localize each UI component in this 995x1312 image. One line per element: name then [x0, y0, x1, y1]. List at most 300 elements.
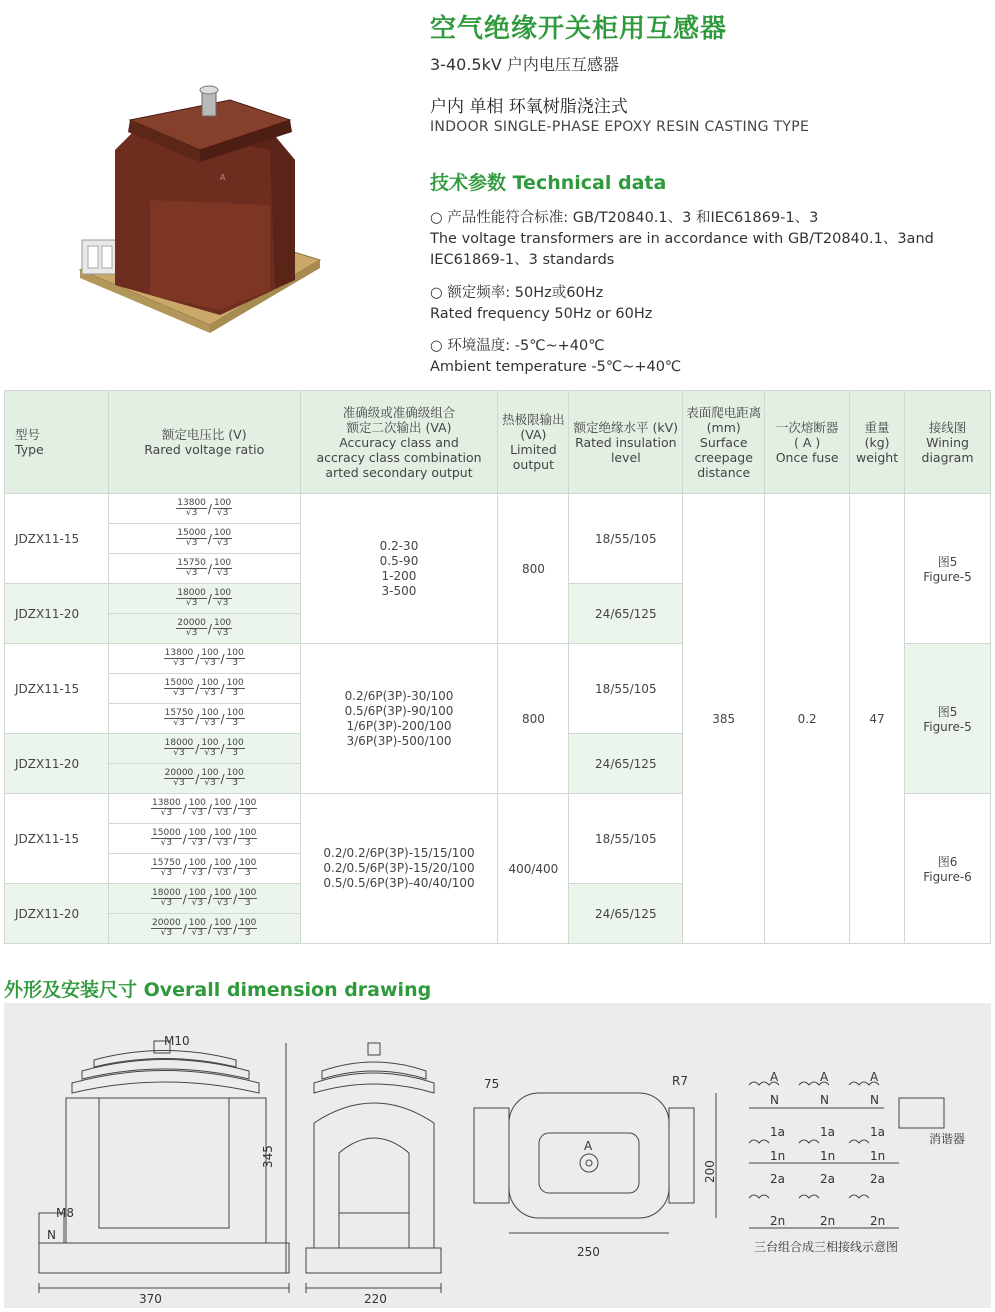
- wiring-1n-2: 1n: [820, 1149, 836, 1163]
- fraction-slash: /: [195, 771, 200, 786]
- type-cell: JDZX11-20: [5, 584, 109, 644]
- fraction-denominator: √3: [204, 688, 216, 698]
- fraction-denominator: √3: [216, 898, 229, 908]
- fraction-numerator: 100: [239, 858, 257, 868]
- fraction-denominator: 3: [244, 928, 251, 938]
- fraction-slash: /: [195, 681, 200, 696]
- fraction-numerator: 100: [188, 828, 206, 838]
- wiring-2a-1: 2a: [770, 1172, 785, 1186]
- fraction-denominator: 3: [244, 868, 251, 878]
- wiring-caption: 三台组合成三相接线示意图: [754, 1240, 899, 1254]
- fraction-denominator: √3: [160, 808, 173, 818]
- type-cell: JDZX11-20: [5, 884, 109, 944]
- fraction-denominator: √3: [204, 658, 216, 668]
- spec-frequency-en: Rated frequency 50Hz or 60Hz: [430, 306, 653, 322]
- header-line: 一次熔断器: [775, 419, 839, 435]
- ratio-fraction: [226, 649, 245, 668]
- fraction-denominator: √3: [173, 778, 185, 788]
- ratio-fraction: [213, 559, 232, 578]
- spec-temperature: [430, 336, 681, 378]
- fraction-numerator: 100: [201, 738, 219, 748]
- fraction-numerator: 13800: [177, 498, 206, 508]
- fraction-denominator: √3: [185, 568, 198, 578]
- ratio-fraction: [151, 829, 182, 848]
- fraction-numerator: 100: [213, 558, 232, 568]
- wiring-n-2: N: [820, 1093, 829, 1107]
- wiring-1a-1: 1a: [770, 1125, 785, 1139]
- ratio-cell: [108, 494, 300, 524]
- header-insulation: [569, 391, 683, 494]
- fraction-numerator: 100: [226, 648, 244, 658]
- fraction-denominator: √3: [204, 748, 216, 758]
- fraction-slash: /: [207, 621, 212, 636]
- table-header-row: [5, 391, 991, 494]
- ratio-cell: [108, 554, 300, 584]
- type-cn: 户内 单相 环氧树脂浇注式: [430, 97, 628, 117]
- ratio-fraction: [200, 649, 219, 668]
- header-line: level: [610, 449, 641, 465]
- fraction-numerator: 100: [188, 888, 206, 898]
- insulation-cell: 18/55/105: [569, 644, 683, 734]
- spec-temperature-cn: ○ 环境温度: -5℃~+40℃: [430, 338, 605, 354]
- spec-standard: [430, 208, 934, 271]
- spec-standard-en2: IEC61869-1、3 standards: [430, 252, 615, 268]
- ratio-fraction: [238, 799, 257, 818]
- ratio-cell: [108, 764, 300, 794]
- spec-standard-en: The voltage transformers are in accordance with GB/T20840.1、3and: [430, 231, 934, 247]
- label-n-front: N: [47, 1228, 56, 1242]
- spec-standard-cn: ○ 产品性能符合标准: GB/T20840.1、3 和IEC61869-1、3: [430, 210, 819, 226]
- insulation-cell: 18/55/105: [569, 794, 683, 884]
- fraction-denominator: √3: [216, 838, 229, 848]
- accuracy-cell: [300, 494, 498, 644]
- fraction-denominator: √3: [191, 928, 204, 938]
- wiring-2n-1: 2n: [770, 1214, 786, 1228]
- fraction-numerator: 20000: [152, 918, 181, 928]
- fraction-numerator: 15750: [152, 858, 181, 868]
- header-fuse: [765, 391, 850, 494]
- ratio-fraction: [176, 619, 207, 638]
- ratio-cell: [108, 794, 300, 824]
- ratio-fraction: [213, 889, 232, 908]
- header-weight: [850, 391, 905, 494]
- fraction-numerator: 100: [213, 498, 232, 508]
- fraction-numerator: 15750: [164, 708, 194, 718]
- wiring-cn: 图6: [937, 855, 958, 869]
- fraction-slash: /: [207, 561, 212, 576]
- table-row: [5, 494, 991, 524]
- limited-cell: 400/400: [498, 794, 569, 944]
- label-r7: R7: [672, 1074, 688, 1088]
- accuracy-line: 3/6P(3P)-500/100: [346, 733, 452, 748]
- fraction-denominator: √3: [191, 838, 204, 848]
- front-view: [39, 1041, 289, 1293]
- accuracy-cell: [300, 794, 498, 944]
- fraction-denominator: √3: [216, 538, 229, 548]
- header-type: [5, 391, 109, 494]
- ratio-fraction: [213, 499, 232, 518]
- fraction-slash: /: [233, 891, 238, 906]
- fraction-denominator: √3: [173, 718, 185, 728]
- svg-text:A: A: [220, 173, 226, 182]
- fraction-denominator: 3: [244, 838, 251, 848]
- header-line: diagram: [921, 449, 974, 465]
- accuracy-line: 1-200: [381, 568, 417, 583]
- type-cell: JDZX11-15: [5, 494, 109, 584]
- fraction-denominator: 3: [232, 718, 239, 728]
- ratio-fraction: [164, 769, 195, 788]
- header-line: Limited: [510, 442, 557, 457]
- ratio-fraction: [200, 769, 219, 788]
- type-cell: JDZX11-15: [5, 794, 109, 884]
- fraction-numerator: 100: [201, 678, 219, 688]
- fraction-numerator: 100: [213, 918, 232, 928]
- fraction-numerator: 18000: [164, 738, 194, 748]
- wiring-cell: [905, 644, 991, 794]
- fraction-slash: /: [195, 711, 200, 726]
- insulation-cell: 24/65/125: [569, 584, 683, 644]
- fraction-numerator: 100: [188, 798, 206, 808]
- ratio-fraction: [176, 589, 207, 608]
- header-line: 重量: [864, 419, 890, 435]
- weight-cell: 47: [850, 494, 905, 944]
- ratio-cell: [108, 824, 300, 854]
- ratio-fraction: [213, 859, 232, 878]
- ratio-cell: [108, 524, 300, 554]
- accuracy-line: 0.2/6P(3P)-30/100: [344, 688, 454, 703]
- spec-table: [4, 390, 991, 944]
- fraction-denominator: 3: [244, 898, 251, 908]
- ratio-cell: [108, 584, 300, 614]
- type-cell: JDZX11-20: [5, 734, 109, 794]
- fraction-denominator: √3: [160, 868, 173, 878]
- ratio-fraction: [151, 919, 182, 938]
- fraction-denominator: √3: [216, 598, 229, 608]
- header-line: ( A ): [793, 434, 821, 450]
- fraction-slash: /: [207, 891, 212, 906]
- accuracy-cell: [300, 644, 498, 794]
- fraction-denominator: 3: [244, 808, 251, 818]
- fraction-numerator: 100: [201, 768, 219, 778]
- header-line: Wining: [926, 434, 969, 450]
- fraction-slash: /: [220, 711, 225, 726]
- creepage-cell: 385: [683, 494, 765, 944]
- fraction-denominator: 3: [232, 658, 239, 668]
- header-line: 额定电压比 (V): [161, 427, 247, 442]
- ratio-fraction: [238, 889, 257, 908]
- fraction-numerator: 100: [226, 768, 244, 778]
- ratio-cell: [108, 644, 300, 674]
- fraction-slash: /: [207, 921, 212, 936]
- ratio-fraction: [238, 829, 257, 848]
- fraction-denominator: √3: [191, 808, 204, 818]
- fraction-slash: /: [220, 771, 225, 786]
- ratio-cell: [108, 614, 300, 644]
- ratio-fraction: [226, 709, 245, 728]
- fraction-denominator: √3: [191, 868, 204, 878]
- label-75: 75: [484, 1077, 500, 1091]
- header-line: 额定二次输出 (VA): [346, 419, 452, 435]
- header-line: output: [512, 457, 555, 472]
- ratio-cell: [108, 734, 300, 764]
- fraction-numerator: 100: [201, 648, 219, 658]
- spec-frequency-cn: ○ 额定频率: 50Hz或60Hz: [430, 285, 604, 301]
- ratio-fraction: [200, 709, 219, 728]
- fraction-numerator: 100: [239, 888, 257, 898]
- fraction-denominator: √3: [216, 928, 229, 938]
- label-a: A: [584, 1139, 593, 1153]
- product-photo: [70, 80, 330, 340]
- accuracy-line: 0.2/0.2/6P(3P)-15/15/100: [323, 846, 475, 860]
- header-line: Type: [15, 442, 44, 457]
- type-cell: JDZX11-15: [5, 644, 109, 734]
- fraction-slash: /: [220, 681, 225, 696]
- fraction-slash: /: [220, 651, 225, 666]
- header-line: arted secondary output: [325, 464, 473, 480]
- fraction-slash: /: [182, 861, 187, 876]
- wiring-cn: 图5: [937, 555, 958, 569]
- insulation-cell: 24/65/125: [569, 734, 683, 794]
- label-250: 250: [577, 1245, 600, 1259]
- fraction-denominator: √3: [216, 508, 229, 518]
- label-370: 370: [139, 1292, 162, 1306]
- header-line: 准确级或准确级组合: [342, 404, 456, 420]
- ratio-fraction: [176, 559, 207, 578]
- ratio-fraction: [238, 859, 257, 878]
- fraction-numerator: 100: [213, 828, 232, 838]
- fraction-numerator: 100: [213, 798, 232, 808]
- fraction-denominator: 3: [232, 778, 239, 788]
- fraction-numerator: 100: [213, 858, 232, 868]
- ratio-fraction: [226, 739, 245, 758]
- header-line: Rated insulation: [575, 434, 677, 450]
- fraction-denominator: √3: [216, 868, 229, 878]
- ratio-fraction: [188, 829, 207, 848]
- accuracy-line: 0.2/0.5/6P(3P)-15/20/100: [323, 861, 475, 875]
- fraction-slash: /: [182, 891, 187, 906]
- ratio-fraction: [151, 799, 182, 818]
- limited-cell: 800: [498, 644, 569, 794]
- header-line: 热极限输出: [502, 412, 565, 427]
- header-line: (VA): [520, 427, 547, 442]
- type-en: INDOOR SINGLE-PHASE EPOXY RESIN CASTING TYPE: [430, 119, 810, 135]
- fraction-numerator: 20000: [164, 768, 194, 778]
- fraction-numerator: 100: [213, 888, 232, 898]
- wiring-damper: 消谐器: [929, 1132, 966, 1146]
- fraction-denominator: √3: [204, 718, 216, 728]
- dimension-drawing: [4, 1003, 991, 1308]
- header-line: Once fuse: [775, 449, 839, 465]
- fraction-slash: /: [182, 921, 187, 936]
- accuracy-line: 0.5/6P(3P)-90/100: [344, 703, 454, 718]
- fraction-numerator: 100: [226, 678, 244, 688]
- ratio-fraction: [176, 529, 207, 548]
- ratio-cell: [108, 884, 300, 914]
- accuracy-line: 1/6P(3P)-200/100: [346, 718, 452, 733]
- ratio-fraction: [213, 529, 232, 548]
- ratio-fraction: [226, 679, 245, 698]
- fraction-numerator: 100: [213, 618, 232, 628]
- wiring-n-3: N: [870, 1093, 879, 1107]
- fraction-denominator: √3: [204, 778, 216, 788]
- wiring-cn: 图5: [937, 705, 958, 719]
- fraction-slash: /: [195, 651, 200, 666]
- fraction-numerator: 100: [226, 708, 244, 718]
- fraction-numerator: 100: [239, 828, 257, 838]
- ratio-fraction: [164, 649, 195, 668]
- wiring-1a-3: 1a: [870, 1125, 885, 1139]
- tech-heading: 技术参数 Technical data: [430, 172, 667, 194]
- fraction-denominator: 3: [232, 688, 239, 698]
- header-line: 表面爬电距离: [686, 404, 762, 420]
- ratio-fraction: [213, 919, 232, 938]
- header-line: Surface: [699, 434, 748, 450]
- ratio-fraction: [188, 799, 207, 818]
- fraction-numerator: 13800: [164, 648, 194, 658]
- ratio-fraction: [151, 859, 182, 878]
- fraction-denominator: √3: [185, 538, 198, 548]
- fraction-denominator: √3: [191, 898, 204, 908]
- ratio-fraction: [213, 619, 232, 638]
- label-220: 220: [364, 1292, 387, 1306]
- wiring-en: Figure-6: [923, 870, 972, 884]
- ratio-cell: [108, 914, 300, 944]
- wiring-1n-3: 1n: [870, 1149, 886, 1163]
- wiring-a-2: A: [820, 1070, 829, 1084]
- ratio-fraction: [151, 889, 182, 908]
- fraction-numerator: 20000: [177, 618, 206, 628]
- wiring-2n-2: 2n: [820, 1214, 836, 1228]
- page-subtitle: 3-40.5kV 户内电压互感器: [430, 55, 619, 74]
- fraction-slash: /: [207, 831, 212, 846]
- fraction-slash: /: [207, 591, 212, 606]
- fraction-denominator: √3: [185, 598, 198, 608]
- wiring-2a-3: 2a: [870, 1172, 885, 1186]
- wiring-a-1: A: [770, 1070, 779, 1084]
- fraction-numerator: 100: [226, 738, 244, 748]
- fraction-numerator: 100: [239, 798, 257, 808]
- fraction-denominator: √3: [160, 928, 173, 938]
- fraction-numerator: 13800: [152, 798, 181, 808]
- wiring-cell: [905, 794, 991, 944]
- ratio-fraction: [188, 919, 207, 938]
- wiring-2n-3: 2n: [870, 1214, 886, 1228]
- ratio-fraction: [164, 739, 195, 758]
- fraction-slash: /: [207, 861, 212, 876]
- page-title: 空气绝缘开关柜用互感器: [430, 14, 728, 44]
- header-line: weight: [855, 449, 899, 465]
- wiring-a-3: A: [870, 1070, 879, 1084]
- fraction-slash: /: [233, 921, 238, 936]
- fraction-denominator: √3: [216, 568, 229, 578]
- ratio-fraction: [176, 499, 207, 518]
- fraction-slash: /: [207, 501, 212, 516]
- fraction-numerator: 100: [213, 588, 232, 598]
- label-m10: M10: [164, 1034, 190, 1048]
- header-limited: [498, 391, 569, 494]
- header-line: (kg): [864, 434, 890, 450]
- header-line: 额定绝缘水平 (kV): [573, 419, 679, 435]
- fraction-slash: /: [207, 531, 212, 546]
- ratio-fraction: [213, 799, 232, 818]
- fraction-numerator: 100: [201, 708, 219, 718]
- fraction-slash: /: [195, 741, 200, 756]
- ratio-fraction: [188, 859, 207, 878]
- ratio-fraction: [213, 829, 232, 848]
- insulation-cell: 18/55/105: [569, 494, 683, 584]
- ratio-fraction: [188, 889, 207, 908]
- fraction-numerator: 15000: [177, 528, 206, 538]
- fraction-denominator: √3: [173, 658, 185, 668]
- fraction-slash: /: [233, 861, 238, 876]
- ratio-cell: [108, 704, 300, 734]
- wiring-en: Figure-5: [923, 720, 972, 734]
- spec-temperature-en: Ambient temperature -5℃~+40℃: [430, 359, 682, 375]
- fraction-slash: /: [182, 801, 187, 816]
- ratio-fraction: [226, 769, 245, 788]
- fraction-denominator: √3: [185, 628, 198, 638]
- ratio-fraction: [164, 679, 195, 698]
- header-line: distance: [697, 464, 751, 480]
- ratio-fraction: [200, 679, 219, 698]
- header-line: 型号: [15, 427, 41, 442]
- ratio-fraction: [238, 919, 257, 938]
- fraction-slash: /: [220, 741, 225, 756]
- fraction-slash: /: [207, 801, 212, 816]
- header-line: Accuracy class and: [339, 434, 459, 450]
- fraction-numerator: 100: [213, 528, 232, 538]
- accuracy-line: 3-500: [381, 583, 417, 598]
- accuracy-line: 0.5-90: [379, 553, 419, 568]
- insulation-cell: 24/65/125: [569, 884, 683, 944]
- header-accuracy: [300, 391, 498, 494]
- fraction-numerator: 100: [188, 918, 206, 928]
- label-200: 200: [703, 1160, 717, 1183]
- wiring-n-1: N: [770, 1093, 779, 1107]
- fraction-denominator: √3: [185, 508, 198, 518]
- fraction-denominator: √3: [216, 628, 229, 638]
- fraction-numerator: 18000: [177, 588, 206, 598]
- fuse-cell: 0.2: [765, 494, 850, 944]
- ratio-cell: [108, 854, 300, 884]
- fraction-denominator: √3: [173, 688, 185, 698]
- fraction-slash: /: [233, 801, 238, 816]
- fraction-denominator: 3: [232, 748, 239, 758]
- fraction-denominator: √3: [160, 898, 173, 908]
- top-view: [474, 1093, 716, 1233]
- ratio-fraction: [164, 709, 195, 728]
- fraction-slash: /: [233, 831, 238, 846]
- wiring-1a-2: 1a: [820, 1125, 835, 1139]
- accuracy-line: 0.2-30: [379, 538, 419, 553]
- dimension-heading: 外形及安装尺寸 Overall dimension drawing: [4, 979, 432, 1001]
- ratio-fraction: [213, 589, 232, 608]
- fraction-numerator: 15000: [164, 678, 194, 688]
- label-m8: M8: [56, 1206, 74, 1220]
- fraction-slash: /: [182, 831, 187, 846]
- ratio-cell: [108, 674, 300, 704]
- spec-frequency: [430, 283, 652, 325]
- header-line: 接线图: [928, 419, 967, 435]
- header-line: Rared voltage ratio: [144, 442, 265, 457]
- fraction-numerator: 15750: [177, 558, 206, 568]
- accuracy-line: 0.5/0.5/6P(3P)-40/40/100: [323, 876, 475, 890]
- fraction-numerator: 100: [188, 858, 206, 868]
- header-wiring: [905, 391, 991, 494]
- fraction-denominator: √3: [173, 748, 185, 758]
- header-line: creepage: [694, 449, 753, 465]
- fraction-numerator: 100: [239, 918, 257, 928]
